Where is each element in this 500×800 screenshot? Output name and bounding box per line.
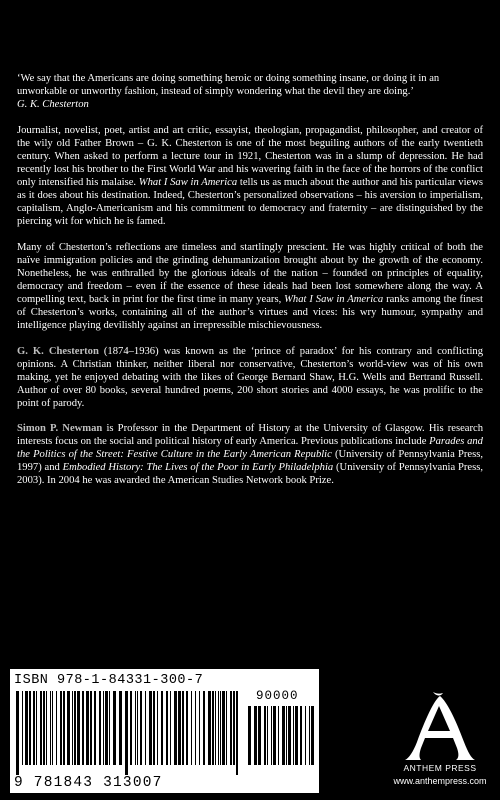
editor-bio-paragraph [17, 422, 483, 487]
editor-bio-text-c: (University of Pennsylvania Press, 2003). In 2004 he was awarded the American Studies Network book Prize. [17, 462, 483, 486]
barcode-bar [199, 691, 200, 765]
para2-text-b: ranks among the finest of Chesterton’s works, containing all of the author’s virtues and vices: his wry humour, sympathy and intelligence playing devilishly against an irrepressible mischievousness. [17, 294, 483, 331]
barcode-bar [203, 691, 205, 765]
barcode-bar [16, 691, 19, 775]
barcode-bar [174, 691, 177, 765]
barcode-bar [157, 691, 158, 765]
editor-bio-text-b: (University of Pennsylvania Press, 1997) and [17, 449, 483, 473]
editor-name: Simon P. Newman [17, 423, 103, 434]
barcode-addon-bars [248, 706, 314, 775]
barcode-bar [46, 691, 47, 765]
barcode-bar [63, 691, 65, 765]
barcode-bar [230, 691, 232, 765]
para2-text-a: Many of Chesterton’s reflections are timeless and startlingly prescient. He was highly critical of both the naïve immigration policies and the grinding dehumanization brought about by the growth of the economy. Nonetheless, he was enthralled by the glorious ideals of the nation – founded on principles of equality, democracy and freedom – even if the essence of these ideals had been lost somewhere along the way. A compelling text, back in print for the first time in many years, [17, 242, 483, 305]
barcode-bar [60, 691, 62, 765]
barcode-bar [43, 691, 45, 765]
barcode-bar [258, 706, 261, 765]
barcode-bar [119, 691, 122, 765]
isbn-barcode [10, 669, 319, 793]
barcode-bar [67, 691, 70, 765]
editor-book-2: Embodied History: The Lives of the Poor in Early Philadelphia [62, 462, 334, 473]
barcode-bar [103, 691, 104, 765]
author-bio-text: (1874–1936) was known as the ‘prince of paradox’ for his contrary and conflicting opinions. A Christian thinker, neither liberal nor conservative, Chesterton’s world-view was of his own making, yet he enjoyed debating with the likes of George Bernard Shaw, H.G. Wells and Bertrand Russell. Author of over 80 books, several hundred poems, 200 short stories and 4000 essays, he was prolific to the point of parody. [17, 346, 484, 409]
barcode-bar [305, 706, 306, 765]
barcode-bar [273, 706, 276, 765]
barcode-bar [72, 691, 73, 765]
editor-book-1: Parades and the Politics of the Street: Festive Culture in the Early American Republic [17, 436, 483, 460]
barcode-bar [288, 706, 291, 765]
back-cover-text [17, 72, 483, 500]
barcode-bar [254, 706, 257, 765]
barcode-addon-number: 90000 [256, 689, 299, 703]
barcode-bar [264, 706, 266, 765]
barcode-bar [195, 691, 196, 765]
editor-bio-text-a: is Professor in the Department of History at the University of Glasgow. His research interests focus on the social and political history of early America. Previous publications include [17, 423, 483, 447]
barcode-bar [82, 691, 84, 765]
barcode-bar [233, 691, 235, 765]
barcode-bar [140, 691, 142, 765]
barcode-bar [218, 691, 219, 765]
barcode-bar [220, 691, 221, 765]
barcode-bar [278, 706, 279, 765]
barcode-bar [77, 691, 80, 765]
barcode-bar [309, 706, 310, 765]
barcode-bar [226, 691, 227, 765]
barcode-bar [29, 691, 31, 765]
barcode-bar [153, 691, 155, 765]
barcode-bar [166, 691, 168, 765]
barcode-bar [109, 691, 110, 765]
barcode-bar [74, 691, 76, 765]
barcode-bar [311, 706, 314, 765]
barcode-bar [286, 706, 287, 765]
barcode-bar [300, 706, 302, 765]
barcode-bar [222, 691, 225, 765]
author-bio-paragraph [17, 345, 483, 410]
barcode-bar [56, 691, 57, 765]
barcode-bar [178, 691, 181, 765]
barcode-bar [267, 706, 268, 765]
barcode-bar [145, 691, 146, 765]
anthem-press-logo-icon [395, 690, 485, 790]
barcode-bar [22, 691, 23, 765]
barcode-bar [52, 691, 53, 765]
book-title-ref: What I Saw in America [138, 177, 238, 188]
book-title-ref: What I Saw in America [284, 294, 384, 305]
barcode-bars [16, 691, 238, 775]
barcode-bar [161, 691, 163, 765]
barcode-bar [130, 691, 132, 765]
para1-text-a: Journalist, novelist, poet, artist and art critic, essayist, theologian, propagandist, philosopher, and creator of the wily old Father Brown – G. K. Chesterton is one of the most beguiling authors of the early twentieth century. When asked to perform a lecture tour in 1921, Chesterton was in a slump of depression. He had recently lost his brother to the First World War and his wavering faith in the face of the horrors of the conflict only intensified his malaise. [17, 125, 483, 188]
barcode-bar [125, 691, 128, 775]
barcode-bar [36, 691, 37, 765]
barcode-bar [94, 691, 96, 765]
barcode-bar [90, 691, 92, 765]
barcode-bar [50, 691, 51, 765]
barcode-bar [215, 691, 216, 765]
barcode-bar [236, 691, 238, 775]
barcode-bar [271, 706, 272, 765]
quote-text: ‘We say that the Americans are doing something heroic or doing something insane, or doing it in an unworkable or unworthy fashion, instead of simply wondering what the devil they are doing.’ [17, 73, 440, 97]
author-name: G. K. Chesterton [17, 346, 99, 357]
barcode-bar [149, 691, 152, 765]
barcode-bar [99, 691, 101, 765]
barcode-bar [295, 706, 298, 765]
barcode-bar [137, 691, 138, 765]
barcode-bar [191, 691, 192, 765]
publisher-name: ANTHEM PRESS [403, 763, 477, 773]
barcode-bar [40, 691, 42, 765]
barcode-bar [186, 691, 188, 765]
description-paragraph-1 [17, 124, 483, 228]
epigraph-quote [17, 72, 483, 111]
barcode-bar [105, 691, 108, 765]
ean-number: 9 781843 313007 [14, 775, 163, 791]
isbn-label: ISBN 978-1-84331-300-7 [14, 673, 204, 688]
barcode-bar [182, 691, 184, 765]
quote-attribution: G. K. Chesterton [17, 99, 89, 110]
barcode-bar [293, 706, 294, 765]
barcode-bar [212, 691, 214, 765]
para1-text-b: tells us as much about the author and his particular views as it does about his destination. Indeed, Chesterton’s personalized observations – his aversion to imperialism, capitalism, Anglo-Americanism and his commitment to democracy and fraternity – are distinguished by the piercing wit for which he is famed. [17, 177, 483, 227]
barcode-bar [86, 691, 89, 765]
barcode-bar [248, 706, 251, 765]
description-paragraph-2 [17, 241, 483, 332]
barcode-bar [25, 691, 28, 765]
barcode-bar [208, 691, 211, 765]
barcode-bar [33, 691, 35, 765]
publisher-url[interactable]: www.anthempress.com [393, 776, 487, 786]
barcode-bar [170, 691, 171, 765]
barcode-bar [282, 706, 285, 765]
barcode-bar [113, 691, 116, 765]
barcode-bar [135, 691, 136, 765]
